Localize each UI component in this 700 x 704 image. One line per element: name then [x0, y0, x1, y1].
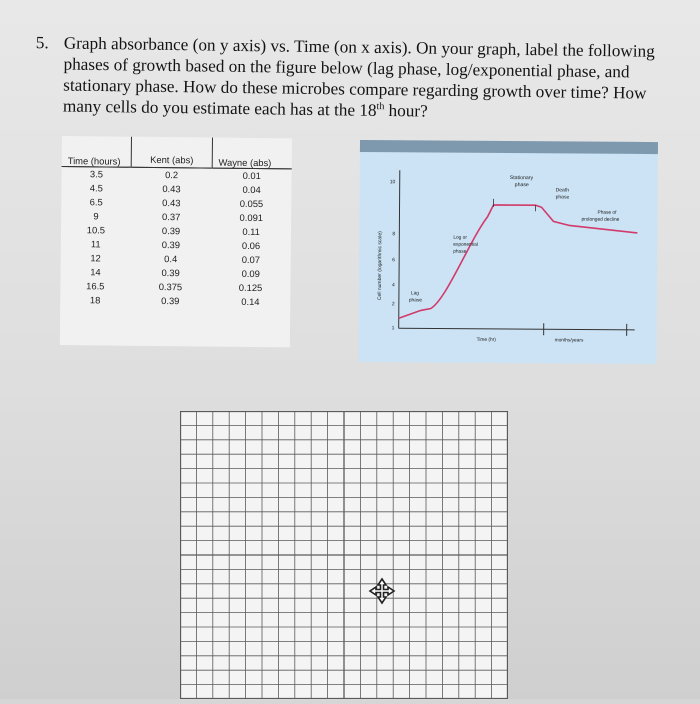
graph-paper	[180, 411, 508, 699]
row-time: 18	[60, 292, 130, 307]
question-line-4-tail: hour?	[384, 101, 428, 121]
row-time: 10.5	[61, 222, 131, 237]
table-body	[60, 166, 291, 309]
log-label-3: phase	[453, 249, 466, 255]
stationary-label-1: Stationary	[510, 175, 534, 181]
row-time: 16.5	[60, 278, 130, 293]
absorbance-table	[60, 136, 292, 347]
lag-label-2: phase	[409, 297, 422, 303]
growth-curve-figure	[358, 140, 658, 364]
question-line-2: phases of growth based on the figure below (lag phase, log/exponential phase, and	[63, 54, 683, 84]
question-5	[28, 32, 678, 41]
row-wayne: 0.14	[211, 294, 291, 309]
row-kent: 0.39	[131, 237, 212, 252]
ordinal-suffix: th	[376, 101, 384, 112]
lag-label-1: Lag	[411, 290, 419, 296]
y-tick-8: 8	[392, 231, 395, 237]
row-time: 14	[61, 264, 131, 279]
y-tick-2: 2	[392, 301, 395, 307]
header-wayne: Wayne (abs)	[212, 138, 292, 169]
row-wayne: 0.04	[212, 182, 292, 197]
row-wayne: 0.055	[212, 196, 292, 211]
log-label-1: Log or	[453, 235, 467, 241]
prolonged-label-2: prolonged decline	[581, 217, 619, 223]
row-wayne: 0.09	[211, 266, 291, 281]
stationary-label-2: phase	[515, 182, 529, 188]
question-number: 5.	[36, 32, 49, 53]
y-tick-10: 10	[390, 179, 396, 185]
row-time: 12	[61, 250, 131, 265]
table-header-row	[62, 136, 292, 168]
question-line-4-text: many cells do you estimate each has at the 18	[63, 96, 377, 119]
death-label-2: phase	[556, 194, 570, 200]
x-axis-label-2: months/years	[555, 337, 584, 343]
absorbance-data-table	[60, 136, 292, 309]
row-wayne: 0.091	[211, 210, 291, 225]
y-ticks	[389, 179, 396, 331]
question-text	[63, 33, 684, 126]
move-cursor-icon	[368, 577, 396, 605]
y-axis-label: Cell number (logarithmic scale)	[377, 231, 383, 300]
row-wayne: 0.11	[211, 224, 291, 239]
growth-curve-svg	[358, 140, 658, 364]
death-label-1: Death	[556, 187, 570, 193]
row-kent: 0.43	[131, 195, 212, 210]
y-axis	[399, 170, 400, 328]
log-label-2: exponential	[453, 242, 478, 248]
row-kent: 0.39	[131, 223, 212, 238]
y-tick-6: 6	[392, 257, 395, 263]
header-kent: Kent (abs)	[131, 137, 212, 168]
row-time: 9	[61, 208, 131, 223]
row-kent: 0.43	[131, 181, 212, 196]
row-kent: 0.39	[130, 265, 211, 280]
row-kent: 0.2	[131, 167, 212, 182]
row-time: 4.5	[61, 180, 131, 195]
row-time: 3.5	[62, 166, 132, 181]
question-line-1: Graph absorbance (on y axis) vs. Time (on x axis). On your graph, label the following	[64, 33, 684, 63]
row-kent: 0.37	[131, 209, 212, 224]
row-wayne: 0.06	[211, 238, 291, 253]
row-time: 11	[61, 236, 131, 251]
x-axis-label: Time (hr)	[477, 337, 497, 343]
row-wayne: 0.01	[212, 168, 292, 183]
x-axis	[399, 328, 635, 330]
header-time: Time (hours)	[62, 136, 132, 167]
question-line-3: stationary phase. How do these microbes compare regarding growth over time? How	[63, 74, 683, 104]
prolonged-label-1: Phase of	[597, 210, 617, 216]
row-wayne: 0.125	[211, 280, 291, 295]
row-kent: 0.4	[130, 251, 211, 266]
row-kent: 0.39	[130, 293, 211, 308]
graph-paper-grid	[180, 411, 508, 699]
y-tick-4: 4	[392, 282, 395, 288]
y-tick-1: 1	[392, 325, 395, 331]
row-time: 6.5	[61, 194, 131, 209]
row-wayne: 0.07	[211, 252, 291, 267]
row-kent: 0.375	[130, 279, 211, 294]
table-row	[60, 292, 290, 308]
